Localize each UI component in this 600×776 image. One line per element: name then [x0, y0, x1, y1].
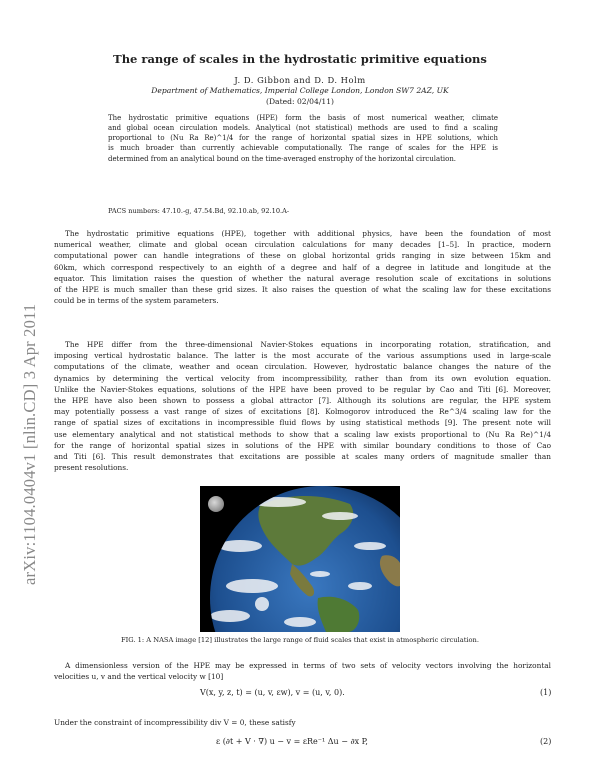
abstract-line: The hydrostatic primitive equations (HPE) form the basis of most numerical weather, climate: [108, 114, 498, 122]
text-line: dynamics by determining the vertical velocity from incompressibility, rather than from its own evolution equation.: [54, 373, 551, 383]
text-line: velocities u, v and the vertical velocity w [10]: [54, 672, 224, 682]
figure-caption: FIG. 1: A NASA image [12] illustrates the large range of fluid scales that exist in atmospheric circulation.: [121, 636, 479, 644]
text-line: use elementary analytical and not statistical methods to show that a scaling law exists proportional to (Nu Ra Re)^1/4: [54, 429, 551, 439]
cloud-band: [322, 512, 358, 520]
abstract-line: determined from an analytical bound on the time-averaged enstrophy of the horizontal circulation.: [108, 154, 456, 163]
cloud-band: [284, 617, 316, 627]
arxiv-stamp-text: arXiv:1104.0404v1 [nlin.CD] 3 Apr 2011: [20, 303, 39, 585]
paper-title: The range of scales in the hydrostatic primitive equations: [113, 52, 487, 66]
text-line: for the range of horizontal spatial sizes in solutions of the HPE with similar boundary conditions to those of Cao: [54, 440, 551, 450]
text-line: The hydrostatic primitive equations (HPE), together with additional physics, have been the foundation of most: [65, 229, 551, 238]
text-line: the HPE have also been shown to possess a global attractor [7]. Although its solutions are regular, the HPE system: [54, 395, 551, 405]
equation-2-number: (2): [540, 737, 552, 746]
text-line: of the HPE is much smaller than these grid sizes. It also raises the question of what the scaling law for these excitations: [54, 284, 551, 294]
equation-1-number: (1): [540, 688, 552, 697]
text-line: The HPE differ from the three-dimensional Navier-Stokes equations in incorporating rotation, stratification, and: [65, 340, 551, 349]
abstract-line: and global ocean circulation models. Analytical (not statistical) methods are used to find a scaling: [108, 124, 498, 133]
earth-image: [200, 486, 400, 632]
abstract-line: proportional to (Nu Ra Re)^1/4 for the range of horizontal spatial sizes in HPE solutions, which: [108, 134, 498, 143]
text-line: numerical weather, climate and global ocean circulation calculations for many decades [1–5]. In practice, modern: [54, 240, 551, 250]
constraint-text: Under the constraint of incompressibility div V = 0, these satisfy: [54, 718, 296, 727]
cloud-band: [210, 610, 250, 622]
abstract: [108, 113, 498, 164]
paragraph-dimensionless: [54, 660, 551, 682]
text-line: could be in terms of the system parameters.: [54, 296, 219, 306]
cloud-band: [226, 579, 278, 593]
equation-1: V(x, y, z, t) = (u, v, εw), v = (u, v, 0).: [200, 688, 345, 697]
arxiv-stamp: [20, 255, 40, 585]
text-line: equator. This limitation raises the question of whether the natural average resolution scale of excitations in solutions: [54, 273, 551, 283]
text-line: A dimensionless version of the HPE may be expressed in terms of two sets of velocity vectors involving the horizontal: [65, 661, 551, 670]
text-line: computations of the climate, weather and ocean circulation. However, hydrostatic balance changes the nature of the: [54, 362, 551, 372]
abstract-line: is much broader than currently achievable computationally. The range of scales for the HPE is: [108, 144, 498, 153]
affiliation: Department of Mathematics, Imperial College London, London SW7 2AZ, UK: [151, 86, 449, 95]
earth-figure: [200, 486, 400, 632]
pacs-numbers: PACS numbers: 47.10.-g, 47.54.Bd, 92.10.ab, 92.10.A-: [108, 207, 290, 215]
date-line: (Dated: 02/04/11): [265, 97, 335, 106]
text-line: Unlike the Navier-Stokes equations, solutions of the HPE have been proved to be regular by Cao and Titi [6]. Moreover,: [54, 384, 551, 394]
moon-shape: [208, 496, 224, 512]
authors: J. D. Gibbon and D. D. Holm: [234, 75, 366, 85]
cloud-band: [348, 582, 372, 590]
equation-2: ε (∂t + V · ∇) u − v = εRe⁻¹ Δu − ∂x P,: [216, 737, 368, 746]
text-line: computational power can handle integrations of these on global horizontal grids ranging in size between 15km and: [54, 251, 551, 261]
hurricane-shape: [255, 597, 269, 611]
text-line: 60km, which correspond respectively to an eighth of a degree and half of a degree in latitude and longitude at the: [54, 262, 551, 272]
cloud-band: [310, 571, 330, 577]
text-line: range of spatial sizes of excitations in incompressible fluid flows by using statistical methods [9]. The present note will: [54, 418, 551, 428]
text-line: present resolutions.: [54, 463, 129, 473]
paragraph-intro: [54, 228, 551, 306]
text-line: may potentially possess a vast range of sizes of excitations [8]. Kolmogorov introduced the Re^3/4 scaling law for the: [54, 407, 551, 417]
paragraph-hpe: [54, 339, 551, 473]
text-line: and Titi [6]. This result demonstrates that excitations are possible at scales many orders of magnitude smaller than: [54, 451, 551, 461]
text-line: imposing vertical hydrostatic balance. The latter is the most accurate of the various assumptions used in large-scale: [54, 351, 551, 361]
cloud-band: [354, 542, 386, 550]
